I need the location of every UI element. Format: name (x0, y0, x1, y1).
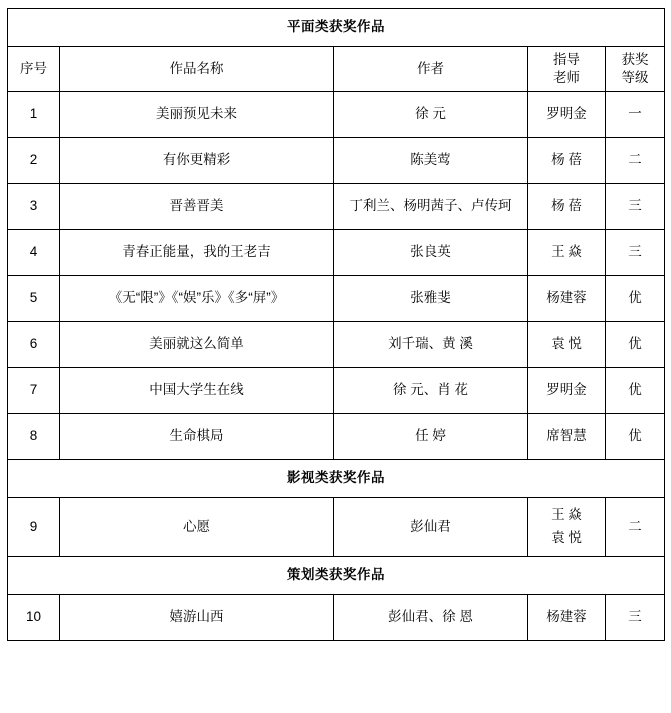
column-header-row (8, 47, 665, 92)
cell-teacher: 罗明金 (528, 92, 606, 138)
cell-level: 三 (606, 184, 665, 230)
section-heading-row (8, 557, 665, 595)
cell-title: 晋善晋美 (60, 184, 334, 230)
section-heading-planning: 策划类获奖作品 (8, 557, 665, 595)
section-heading-row (8, 460, 665, 498)
cell-author: 任 婷 (334, 414, 528, 460)
cell-level: 优 (606, 276, 665, 322)
column-header-author: 作者 (334, 47, 528, 92)
cell-title: 有你更精彩 (60, 138, 334, 184)
table-row (8, 230, 665, 276)
cell-author: 丁利兰、杨明茜子、卢传珂 (334, 184, 528, 230)
column-header-level-line2: 等级 (621, 70, 649, 85)
cell-author: 徐 元、肖 花 (334, 368, 528, 414)
cell-author: 徐 元 (334, 92, 528, 138)
cell-no: 1 (8, 92, 60, 138)
cell-level: 优 (606, 368, 665, 414)
cell-teacher: 袁 悦 (528, 322, 606, 368)
cell-no: 7 (8, 368, 60, 414)
section-heading-video: 影视类获奖作品 (8, 460, 665, 498)
column-header-no: 序号 (8, 47, 60, 92)
cell-author: 张雅斐 (334, 276, 528, 322)
column-header-teacher (528, 47, 606, 92)
cell-no: 9 (8, 498, 60, 557)
cell-level: 三 (606, 595, 665, 641)
column-header-level (606, 47, 665, 92)
cell-author: 刘千瑞、黄 溪 (334, 322, 528, 368)
cell-teacher: 杨建蓉 (528, 276, 606, 322)
cell-level: 优 (606, 414, 665, 460)
cell-teacher: 席智慧 (528, 414, 606, 460)
cell-no: 2 (8, 138, 60, 184)
cell-teacher: 罗明金 (528, 368, 606, 414)
column-header-level-line1: 获奖 (621, 52, 649, 68)
section-heading-graphic: 平面类获奖作品 (8, 9, 665, 47)
award-list-table (7, 8, 665, 641)
table-row (8, 138, 665, 184)
table-row (8, 595, 665, 641)
table-row (8, 498, 665, 557)
cell-title: 生命棋局 (60, 414, 334, 460)
cell-teacher: 杨建蓉 (528, 595, 606, 641)
cell-no: 4 (8, 230, 60, 276)
table-row (8, 414, 665, 460)
cell-teacher: 杨 蓓 (528, 184, 606, 230)
cell-title: 中国大学生在线 (60, 368, 334, 414)
cell-no: 8 (8, 414, 60, 460)
table-body (8, 9, 665, 641)
cell-no: 10 (8, 595, 60, 641)
cell-teacher: 杨 蓓 (528, 138, 606, 184)
column-header-teacher-line1: 指导 (553, 52, 580, 68)
cell-level: 二 (606, 498, 665, 557)
cell-no: 6 (8, 322, 60, 368)
cell-no: 3 (8, 184, 60, 230)
cell-author: 彭仙君、徐 恩 (334, 595, 528, 641)
cell-teacher: 王 焱 (528, 230, 606, 276)
cell-author: 彭仙君 (334, 498, 528, 557)
table-row (8, 276, 665, 322)
table-row (8, 92, 665, 138)
section-heading-row (8, 9, 665, 47)
cell-title: 嬉游山西 (60, 595, 334, 641)
column-header-title: 作品名称 (60, 47, 334, 92)
table-row (8, 368, 665, 414)
column-header-teacher-line2: 老师 (553, 70, 580, 85)
cell-level: 一 (606, 92, 665, 138)
cell-level: 优 (606, 322, 665, 368)
cell-no: 5 (8, 276, 60, 322)
table-row (8, 322, 665, 368)
cell-title: 美丽就这么简单 (60, 322, 334, 368)
cell-title: 青春正能量，我的王老吉 (60, 230, 334, 276)
cell-author: 张良英 (334, 230, 528, 276)
cell-author: 陈美莺 (334, 138, 528, 184)
table-row (8, 184, 665, 230)
cell-teacher (528, 498, 606, 557)
cell-title: 心愿 (60, 498, 334, 557)
cell-teacher-line2: 袁 悦 (551, 530, 582, 545)
cell-title: 《无“限”》《“娱”乐》《多“屏”》 (60, 276, 334, 322)
cell-level: 二 (606, 138, 665, 184)
cell-title: 美丽预见未来 (60, 92, 334, 138)
cell-teacher-line1: 王 焱 (551, 507, 582, 523)
cell-level: 三 (606, 230, 665, 276)
